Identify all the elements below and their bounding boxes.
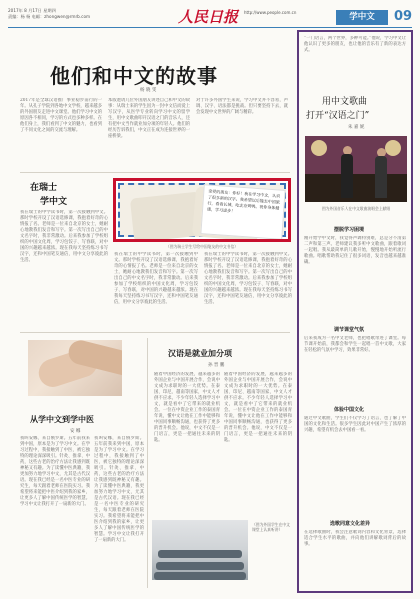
song-story-title-line2: 打开“汉语之门” <box>306 111 370 121</box>
song-subhead-4: 选歌同意文化差异 <box>330 521 371 527</box>
letter-caption: （图为瑞士学生写给中国笔友的中文书信） <box>165 244 239 249</box>
job-story-title: 汉语是就业加分项 <box>168 348 232 358</box>
student-row <box>154 572 246 580</box>
stage-light <box>385 140 401 156</box>
newspaper-logo: 人民日报 <box>178 8 239 26</box>
performer-body <box>375 156 387 198</box>
date-line: 2017年 8 月17日 星期四 <box>8 8 56 13</box>
concert-caption: 图为外国音乐人在中文歌曲演唱会上献唱 <box>321 206 391 211</box>
intro-column-2 <box>108 98 190 170</box>
concert-photo <box>305 136 407 202</box>
swiss-story-title-line2: 学中文 <box>40 197 68 207</box>
swiss-story-text-cont-1: 我在瑞士的中学读书时，第一次接触到中文。那时学校开设了汉语选修课，我抱着好奇的心情报了名。老师是一位来自北京的女士，她耐心地教我们发音和写字。第一次写出自己的中文名字时，我非常激动。后来我参加了学校组织的中国文化周，学习包饺子、写春联，对中国的兴趣越来越浓。现在我每天坚持练习书写汉字，还和中国笔友通信，用中文分享彼此的生活。 <box>114 252 198 305</box>
student-row <box>158 550 242 558</box>
hands-photo <box>28 340 122 396</box>
page-number: 09 <box>394 9 413 24</box>
section-tag: 学中文 <box>336 10 388 25</box>
intro-paragraph: 本版邀请几位外国朋友讲述自己和中文的故事：从瑞士来的学生因为一封中文信而爱上写汉字，从医学专业转向学习中文的留学生，用中文歌曲叩开汉语之门的音乐人，还有把中文当作就业加分项的年轻人。他们的经历告诉我们，中文正在成为连接世界的一座桥梁。 <box>108 98 190 139</box>
handwritten-note: 亲爱的朋友：你好！我在学习中文，认识了很多新的汉字。我希望以后能去中国旅行，看看长城，吃北京烤鸭。祝你身体健康，学习进步！ <box>200 184 285 240</box>
swiss-story-text-cont-2: 我在瑞士的中学读书时，第一次接触到中文。那时学校开设了汉语选修课，我抱着好奇的心情报了名。老师是一位来自北京的女士，她耐心地教我们发音和写字。第一次写出自己的中文名字时，我非常激动。后来我参加了学校组织的中国文化周，学习包饺子、写春联，对中国的兴趣越来越浓。现在我每天坚持练习书写汉字，还和中国笔友通信，用中文分享彼此的生活。 <box>204 252 292 305</box>
song-text-4: 在选择歌曲时，我会注意歌词内容和文化背景，选择适合学生水平的歌曲，并向他们讲解歌词背后的故事。 <box>304 530 406 547</box>
intro-column-3 <box>196 98 288 170</box>
section-divider <box>20 172 290 173</box>
editor-line: 责编：杨 杨 电邮：zhongwen@rmrb.com <box>8 14 91 19</box>
song-text-2: 后来我成为一名中文老师，也把唱歌带进了课堂。每节课开始前，我都会和学生一起唱一首中文歌，大家在轻松的气氛中学习，效果非常好。 <box>304 336 406 353</box>
song-byline: 朱 嘉 妮 <box>348 125 365 130</box>
song-text-1: 刚开始学中文时，我觉得声调特别难，总是分不清第二声和第三声。老师建议我多听中文歌曲，跟着歌词一起唱。我从最简单的儿歌开始，慢慢地开始听流行歌曲。唱歌帮助我记住了很多词语，发音也越来越准确。 <box>304 236 406 265</box>
intro-paragraph: 2017年是全球汉语推广事业稳步前行的一年。从孔子学院到各地中文学校，越来越多的外国朋友走进中文课堂。他们学习中文的原因各不相同，学习的方式也多种多样。在他们身上，我们看到了中文的魅力，也看到了不同文化之间的交流与理解。 <box>20 98 102 133</box>
medicine-story-text-col1: 我叫安娜，来自俄罗斯。五年前我来到中国，原本是为了学习中文。在学习过程中，我接触到了中医，被它独特的理论深深吸引。针灸、推拿、中药，这些古老的治疗方法让我感到既神秘又有趣。为了读懂中医典籍，我更加努力地学习中文，尤其是古代汉语。现在我已经是一名中医专业的研究生，每天跟着老师在医院实习。我希望将来能把中医介绍到我的家乡，让更多人了解中国传统医学的智慧。学习中文让我打开了一扇新的大门。 <box>20 436 90 507</box>
song-text-3: 通过中文歌曲，学生们不仅学习了语言，也了解了中国的文化和生活。很多学生因此对中国产生了浓厚的兴趣，希望有机会去中国看一看。 <box>304 416 406 433</box>
medicine-byline: 安 娜 <box>70 429 81 434</box>
job-story-text-col2: 随着中国经济的发展，越来越多的外国企业与中国开展合作，会说中文成为求职时的一大优势。在泰国、印尼、越南等国家，中文人才供不应求。不少年轻人选择学习中文，就是看中了它带来的就业机会。一位在中资企业工作的泰国青年说，懂中文让他在工作中能够和中国同事顺畅沟通，也获得了更多的晋升机会。他说，中文不仅是一门语言，更是一把通往未来的钥匙。 <box>224 372 292 443</box>
header-divider <box>8 27 412 28</box>
job-story-text-col1: 随着中国经济的发展，越来越多的外国企业与中国开展合作，会说中文成为求职时的一大优势。在泰国、印尼、越南等国家，中文人才供不应求。不少年轻人选择学习中文，就是看中了它带来的就业机会。一位在中资企业工作的泰国青年说，懂中文让他在工作中能够和中国同事顺畅沟通，也获得了更多的晋升机会。他说，中文不仅是一门语言，更是一把通往未来的钥匙。 <box>154 372 220 443</box>
letter-photo <box>113 178 291 242</box>
swiss-story-text: 我在瑞士的中学读书时，第一次接触到中文。那时学校开设了汉语选修课，我抱着好奇的心情报了名。老师是一位来自北京的女士，她耐心地教我们发音和写字。第一次写出自己的中文名字时，我非常激动。后来我参加了学校组织的中国文化周，学习包饺子、写春联，对中国的兴趣越来越浓。现在我每天坚持练习书写汉字，还和中国笔友通信，用中文分享彼此的生活。 <box>20 210 108 263</box>
song-intro-quote: “一门语言，两个世界，多种可能。”他说，学习中文让他认识了更多的朋友，也让他的音乐有了新的表达方式。 <box>304 36 406 53</box>
medicine-story-title: 从学中文到学中医 <box>30 414 94 424</box>
intro-column-1 <box>20 98 102 170</box>
main-headline: 他们和中文的故事 <box>50 64 218 88</box>
section-divider <box>20 332 290 333</box>
main-byline: 杨 晓 雯 <box>140 88 157 93</box>
medicine-story-text-col2: 我叫安娜，来自俄罗斯。五年前我来到中国，原本是为了学习中文。在学习过程中，我接触到了中医，被它独特的理论深深吸引。针灸、推拿、中药，这些古老的治疗方法让我感到既神秘又有趣。为了读懂中医典籍，我更加努力地学习中文，尤其是古代汉语。现在我已经是一名中医专业的研究生，每天跟着老师在医院实习。我希望将来能把中医介绍到我的家乡，让更多人了解中国传统医学的智慧。学习中文让我打开了一扇新的大门。 <box>94 436 144 543</box>
performer-body <box>341 154 353 198</box>
student-row <box>156 562 244 570</box>
intro-paragraph: 对于许多外国学生来说，学习中文并不容易，声调、汉字、语法都是挑战。但只要坚持下去，就会发现中文世界的广阔与精彩。 <box>196 98 288 115</box>
swiss-story-title-line1: 在瑞士 <box>30 183 58 193</box>
job-byline: 孙 晋 鹏 <box>208 363 225 368</box>
stage-light <box>311 140 327 156</box>
song-subhead-1: 摆脱学习困境 <box>334 227 365 233</box>
song-story-title-line1: 用中文歌曲 <box>322 97 368 107</box>
classroom-photo <box>152 520 248 580</box>
song-subhead-2: 调节课堂气氛 <box>334 327 365 333</box>
classroom-caption: （图为外国学生在中文课堂上认真听讲） <box>252 522 290 533</box>
column-divider <box>147 338 148 588</box>
website-url: http://www.people.com.cn <box>244 10 297 15</box>
song-subhead-3: 体验中国文化 <box>334 407 365 413</box>
